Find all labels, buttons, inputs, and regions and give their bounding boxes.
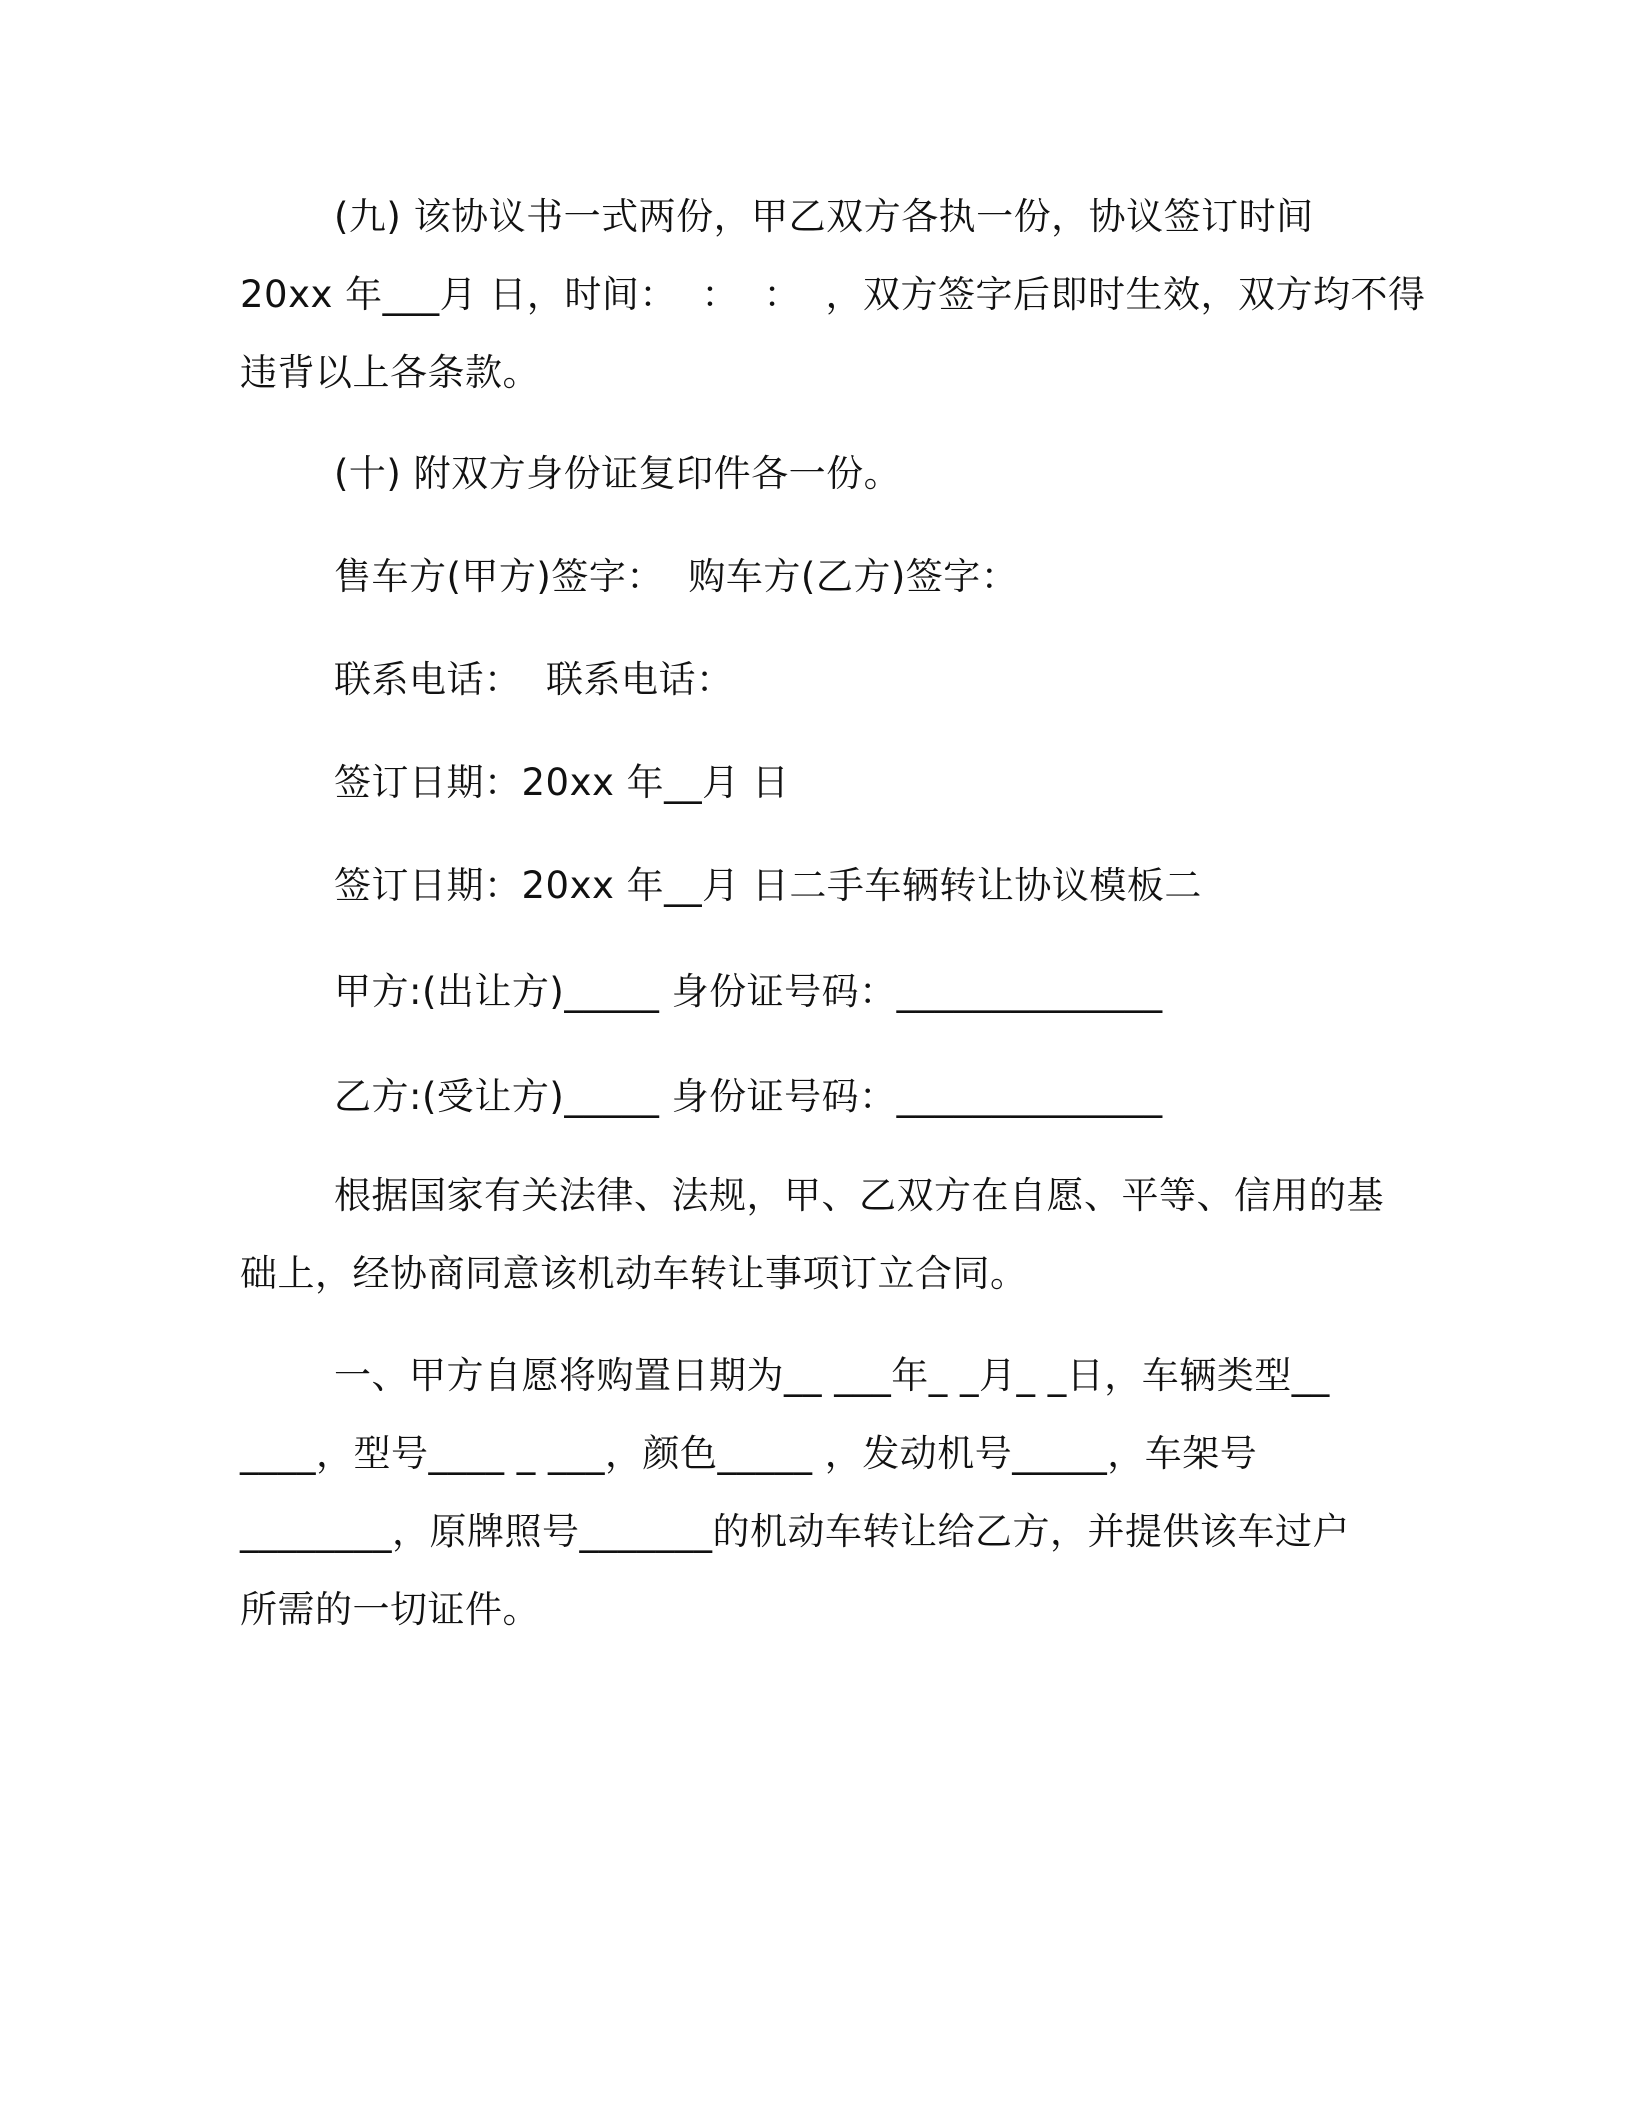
clause-9-line-2: 20xx 年___月 日，时间： ： ： ，双方签字后即时生效，双方均不得: [240, 273, 1426, 316]
article-1-line-4: 所需的一切证件。: [240, 1588, 540, 1631]
sign-date-line-1: 签订日期：20xx 年__月 日: [334, 761, 790, 804]
sign-date-line-2: 签订日期：20xx 年__月 日二手车辆转让协议模板二: [334, 864, 1202, 907]
clause-10: (十) 附双方身份证复印件各一份。: [334, 452, 902, 495]
clause-9-line-3: 违背以上各条款。: [240, 351, 540, 394]
article-1-line-2: ____，型号____ _ ___，颜色_____ ，发动机号_____，车架号: [240, 1432, 1258, 1475]
preamble-line-1: 根据国家有关法律、法规，甲、乙双方在自愿、平等、信用的基: [334, 1174, 1384, 1217]
phone-line: 联系电话： 联系电话：: [334, 658, 734, 701]
signature-line: 售车方(甲方)签字： 购车方(乙方)签字：: [334, 555, 1019, 598]
article-1-line-1: 一、甲方自愿将购置日期为__ ___年_ _月_ _日，车辆类型__: [334, 1354, 1330, 1397]
preamble-line-2: 础上，经协商同意该机动车转让事项订立合同。: [240, 1252, 1028, 1295]
party-a-line: 甲方:(出让方)_____ 身份证号码：______________: [334, 970, 1163, 1013]
article-1-line-3: ________，原牌照号_______的机动车转让给乙方，并提供该车过户: [240, 1510, 1350, 1553]
party-b-line: 乙方:(受让方)_____ 身份证号码：______________: [334, 1075, 1163, 1118]
clause-9-line-1: (九) 该协议书一式两份，甲乙双方各执一份，协议签订时间: [334, 195, 1314, 238]
